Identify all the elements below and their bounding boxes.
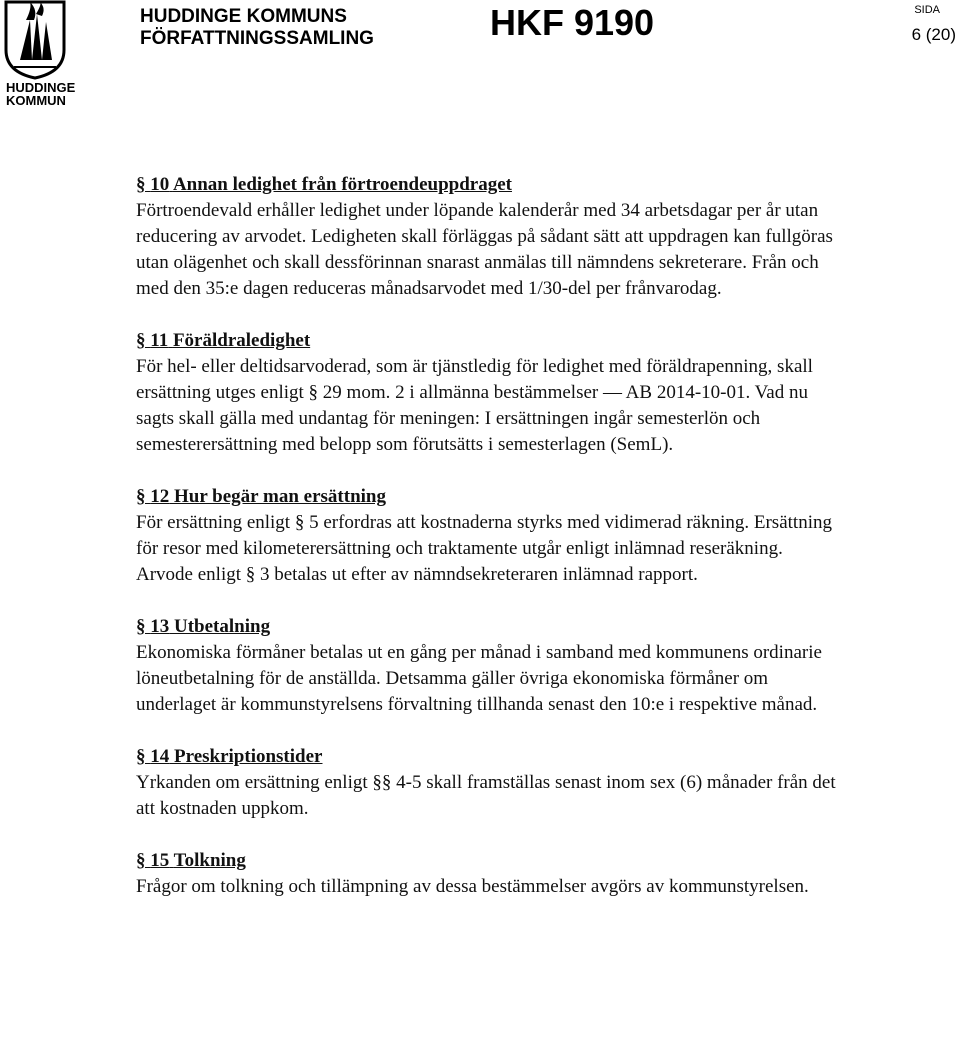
page-number: 6 (20) xyxy=(911,25,956,44)
section-heading: § 13 Utbetalning xyxy=(136,616,271,637)
municipality-logo xyxy=(2,0,76,108)
section-11 xyxy=(136,328,836,458)
section-body: Förtroendevald erhåller ledighet under löpande kalenderår med 34 arbetsdagar per år utan reducering av arvodet. Ledigheten skall förläggas på sådant sätt att uppdragen kan fullgöras utan olägenhet och skall dessförinnan snarast anmälas till nämndens sekreterare. Från och med den 35:e dagen reduceras månadsarvodet med 1/30-del per frånvarodag. xyxy=(136,200,833,299)
section-heading: § 14 Preskriptionstider xyxy=(136,746,323,767)
section-12 xyxy=(136,484,836,588)
page-label: SIDA xyxy=(914,4,940,16)
org-line2: FÖRFATTNINGSSAMLING xyxy=(140,28,374,49)
section-14 xyxy=(136,744,836,822)
section-body: Frågor om tolkning och tillämpning av dessa bestämmelser avgörs av kommunstyrelsen. xyxy=(136,876,809,897)
document-body xyxy=(136,172,836,926)
document-code: HKF 9190 xyxy=(490,2,655,43)
section-15 xyxy=(136,848,836,900)
logo-text xyxy=(6,81,75,107)
section-body: För hel- eller deltidsarvoderad, som är tjänstledig för ledighet med föräldrapenning, skall ersättning utges enligt § 29 mom. 2 i allmänna bestämmelser — AB 2014-10-01. Vad nu sagts skall gälla med undantag för meningen: I ersättningen ingår semesterlön och semesterersättning med belopp som förutsätts i semesterlagen (SemL). xyxy=(136,356,813,455)
section-13 xyxy=(136,614,836,718)
section-heading: § 10 Annan ledighet från förtroendeuppdraget xyxy=(136,174,512,195)
document-header xyxy=(0,0,960,110)
section-heading: § 15 Tolkning xyxy=(136,850,246,871)
org-line1: HUDDINGE KOMMUNS xyxy=(140,6,347,27)
section-10 xyxy=(136,172,836,302)
section-body: För ersättning enligt § 5 erfordras att kostnaderna styrks med vidimerad räkning. Ersättning för resor med kilometerersättning och traktamente utgår enligt inlämnad reseräkning. Arvode enligt § 3 betalas ut efter av nämndsekreteraren inlämnad rapport. xyxy=(136,512,832,585)
section-body: Yrkanden om ersättning enligt §§ 4-5 skall framställas senast inom sex (6) månader från det att kostnaden uppkom. xyxy=(136,772,836,819)
section-body: Ekonomiska förmåner betalas ut en gång per månad i samband med kommunens ordinarie löneutbetalning för de anställda. Detsamma gäller övriga ekonomiska förmåner om underlaget är kommunstyrelsens förvaltning tillhanda senast den 10:e i respektive månad. xyxy=(136,642,822,715)
logo-text-line1: HUDDINGE xyxy=(6,80,76,95)
logo-text-line2: KOMMUN xyxy=(6,93,66,108)
organization-name xyxy=(140,6,374,50)
section-heading: § 11 Föräldraledighet xyxy=(136,330,311,351)
coat-of-arms-icon xyxy=(2,0,68,80)
section-heading: § 12 Hur begär man ersättning xyxy=(136,486,386,507)
